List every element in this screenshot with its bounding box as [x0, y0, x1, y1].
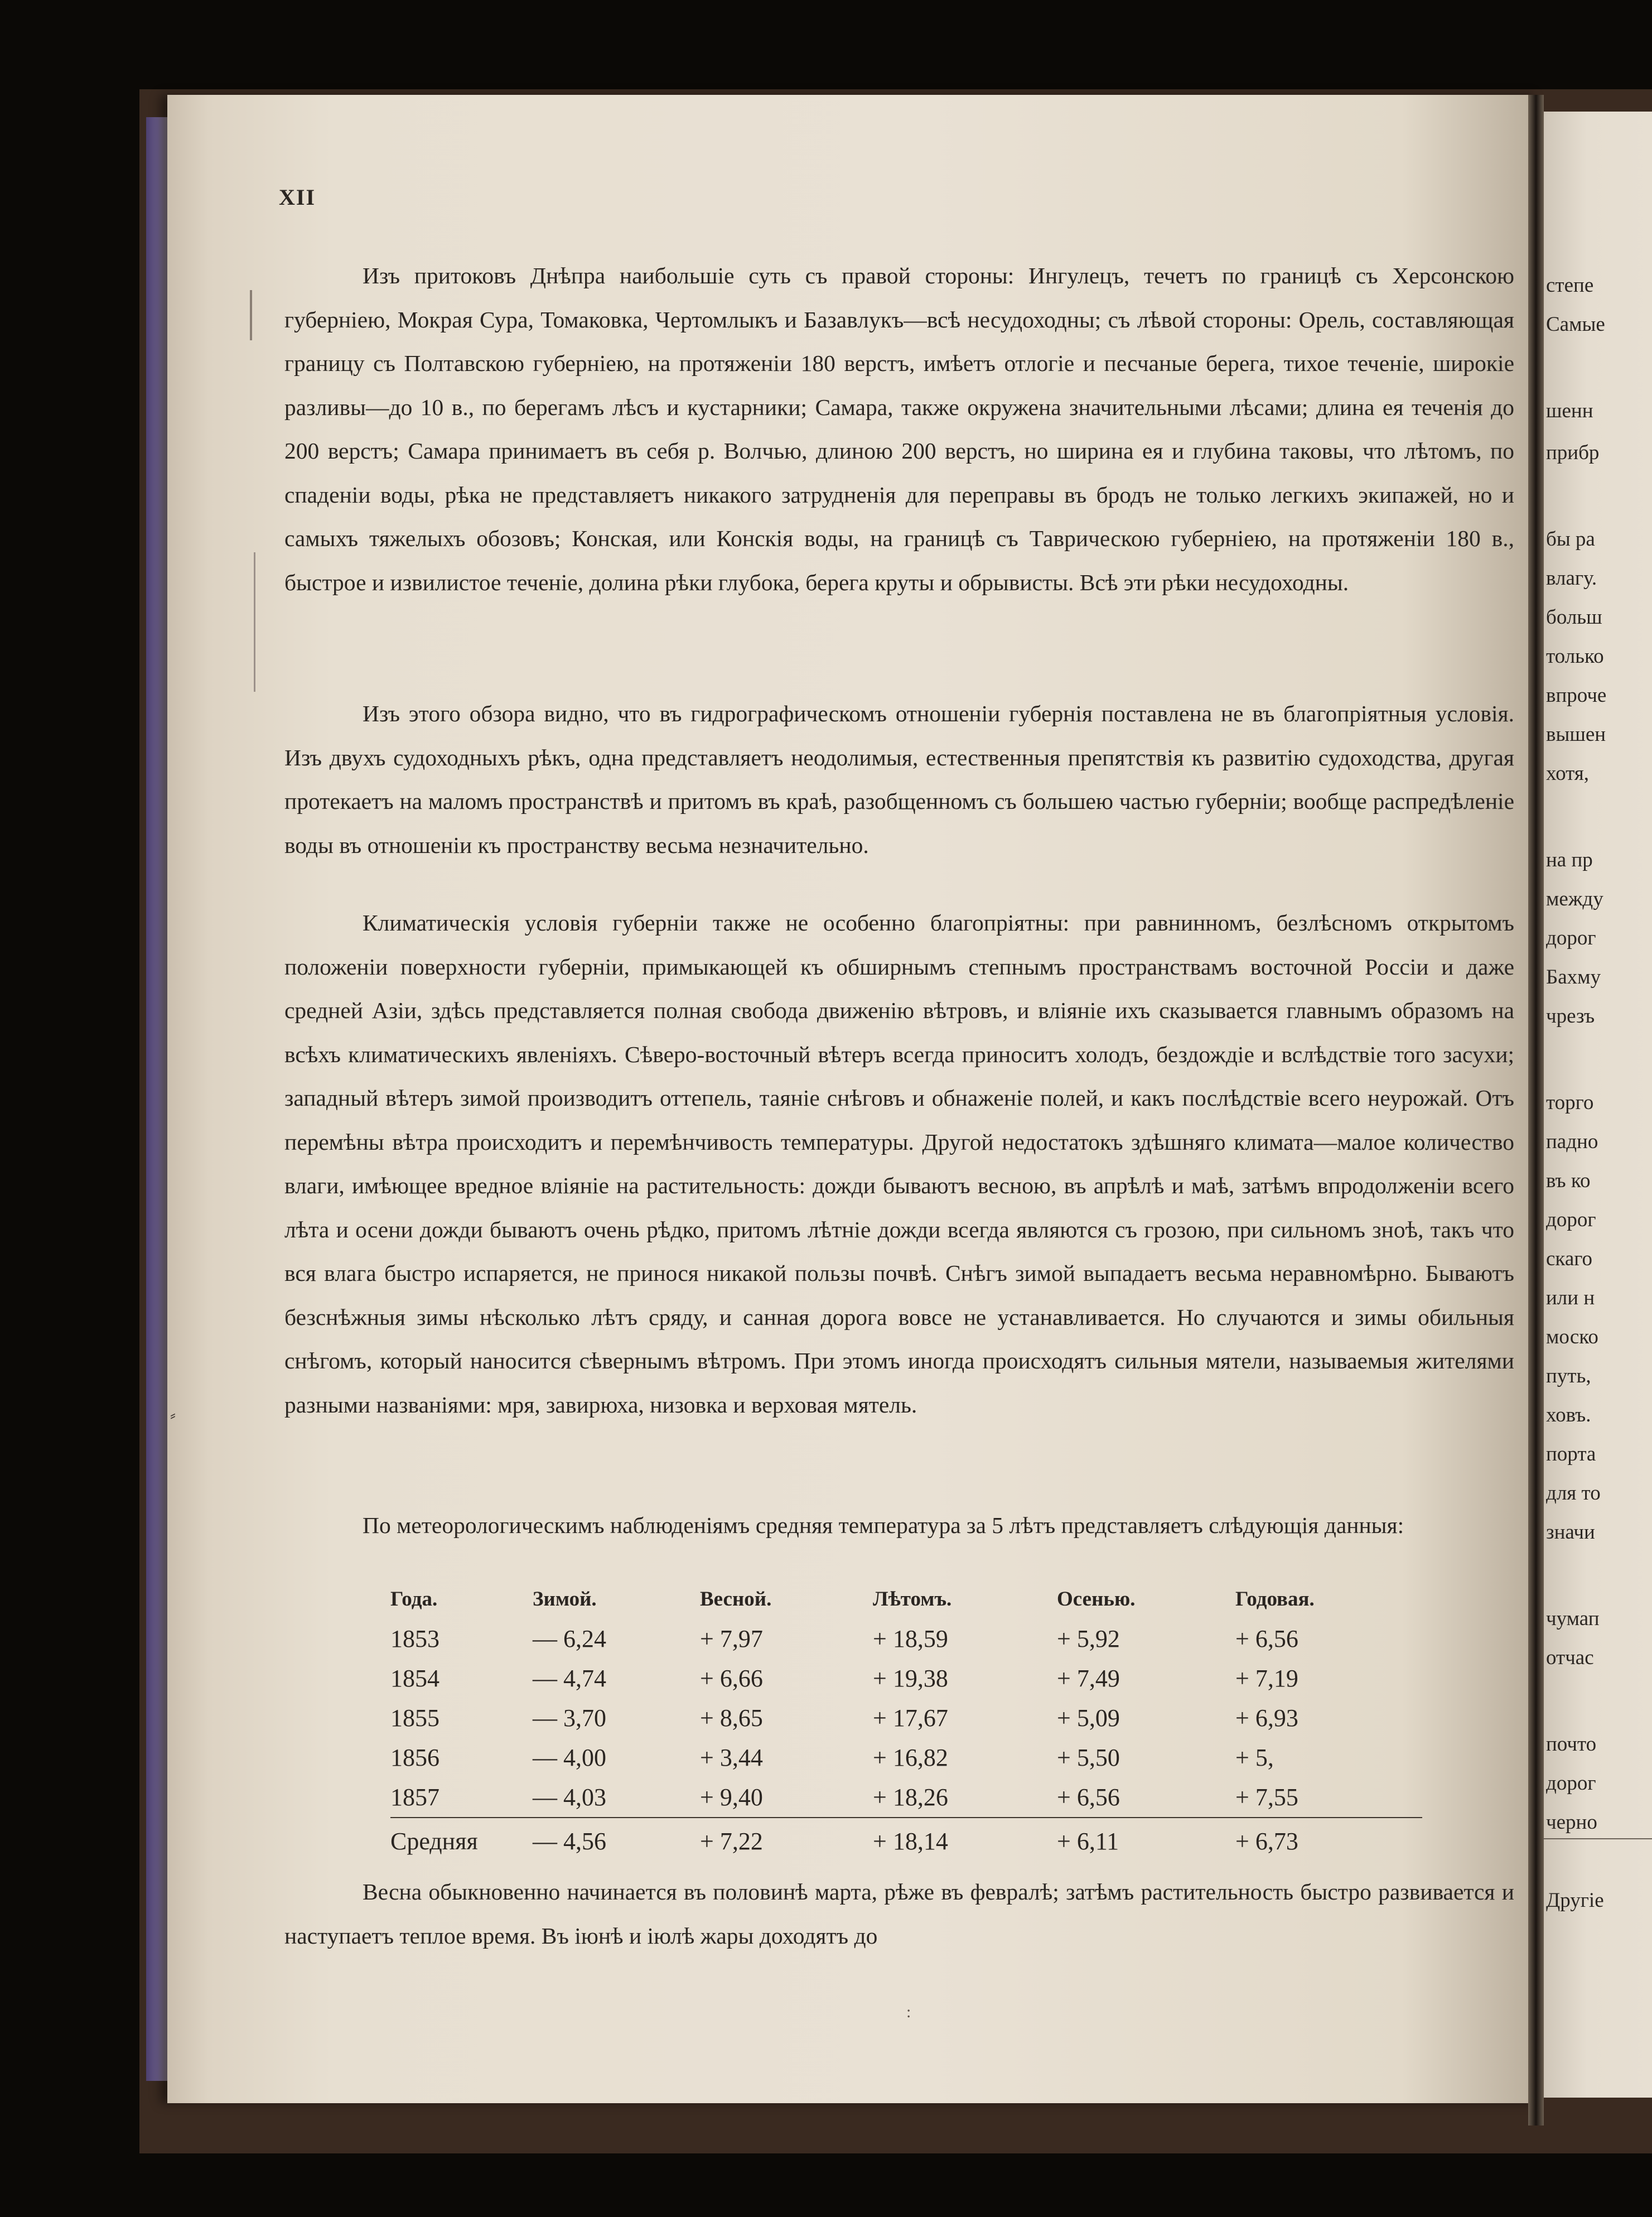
right-page-line: чумап [1546, 1607, 1600, 1630]
table-cell: + 5,50 [1057, 1744, 1120, 1771]
table-cell: + 7,55 [1235, 1784, 1298, 1811]
paragraph: Изъ этого обзора видно, что въ гидрографическомъ отношеніи губернія поставлена не въ благопріятныя условія. Изъ двухъ судоходныхъ рѣкъ, одна представляетъ неодолимыя, естественныя препятствія къ развитію судоходства, другая протекаетъ на маломъ пространствѣ и притомъ въ краѣ, разобщенномъ съ большею частью губерніи; вообще распредѣленіе воды въ отношеніи къ пространству весьма незначительно. [284, 701, 1514, 858]
margin-ink-mark: ⸗ [170, 1406, 176, 1424]
table-header: Лѣтомъ. [873, 1588, 952, 1611]
right-page-line: прибр [1546, 441, 1600, 464]
table-header-row [390, 1587, 1422, 1619]
table-cell: + 9,40 [700, 1784, 763, 1811]
right-page-line: скаго [1546, 1247, 1593, 1270]
right-page-line: влагу. [1546, 567, 1597, 590]
right-page-line: моско [1546, 1326, 1598, 1348]
right-page-line: путь, [1546, 1365, 1591, 1387]
right-page-line: въ ко [1546, 1169, 1591, 1192]
table-row [390, 1777, 1422, 1818]
table-cell: 1855 [390, 1704, 439, 1732]
table-cell: — 6,24 [533, 1625, 606, 1652]
table-cell: + 5, [1235, 1744, 1274, 1771]
right-page-line: порта [1546, 1443, 1596, 1466]
right-page-line: бы ра [1546, 528, 1595, 551]
table-cell: + 7,97 [700, 1625, 763, 1652]
table-cell: + 6,56 [1057, 1784, 1120, 1811]
table-cell: — 4,74 [533, 1665, 606, 1692]
table-cell: + 5,92 [1057, 1625, 1120, 1652]
right-page-line: для то [1546, 1482, 1601, 1505]
page-number: XII [279, 185, 316, 210]
right-page-line: значи [1546, 1521, 1595, 1544]
table-header: Зимой. [533, 1588, 597, 1611]
right-page-line: дорог [1546, 927, 1596, 950]
right-page [1544, 112, 1652, 2098]
table-cell: + 18,14 [873, 1818, 1057, 1861]
table-cell: + 6,93 [1235, 1704, 1298, 1732]
margin-pencil-mark [250, 290, 252, 340]
table-row [390, 1659, 1422, 1698]
right-page-line: торго [1546, 1091, 1594, 1114]
table-cell: — 4,00 [533, 1744, 606, 1771]
table-row [390, 1619, 1422, 1659]
right-page-line: почто [1546, 1733, 1597, 1756]
table-cell: + 3,44 [700, 1744, 763, 1771]
table-cell: + 19,38 [873, 1665, 948, 1692]
right-page-line: шенн [1546, 399, 1593, 422]
margin-pencil-mark [254, 552, 255, 692]
right-page-line: хотя, [1546, 762, 1590, 785]
table-header: Осенью. [1057, 1588, 1136, 1611]
table-header: Годовая. [1235, 1588, 1315, 1611]
table-row [390, 1738, 1422, 1777]
right-page-line: Самые [1546, 313, 1605, 336]
table-cell: + 8,65 [700, 1704, 763, 1732]
right-page-line: на пр [1546, 849, 1593, 871]
paragraph: Изъ притоковъ Днѣпра наибольшіе суть съ правой стороны: Ингулецъ, течетъ по границѣ съ Херсонскою губерніею, Мокрая Сура, Томаковка, Чертомлыкъ и Базавлукъ—всѣ несудоходны; съ лѣвой стороны: Орель, составляющая границу съ Полтавскою губерніею, на протяженіи 180 верстъ, имѣетъ отлогіе и песчаные берега, тихое теченіе, широкіе разливы—до 10 в., по берегамъ лѣсъ и кустарники; Самара, также окружена значительными лѣсами; длина ея теченія до 200 верстъ; Самара принимаетъ въ себя р. Волчью, длиною 200 верстъ, но ширина ея и глубина таковы, что лѣтомъ, по спаденіи воды, рѣка не представляетъ никакого затрудненія для переправы въ бродъ не только легкихъ экипажей, но и самыхъ тяжелыхъ обозовъ; Конская, или Конскія воды, на границѣ съ Таврическою губерніею, на протяженіи 180 в., быстрое и извилистое теченіе, долина рѣки глубока, берега круты и обрывисты. Всѣ эти рѣки несудоходны. [284, 263, 1514, 595]
table-cell: + 7,49 [1057, 1665, 1120, 1692]
right-page-line: вышен [1546, 723, 1606, 746]
table-cell: + 6,73 [1235, 1818, 1422, 1861]
footnote-rule [1544, 1838, 1652, 1839]
right-page-line: Другіе [1546, 1889, 1604, 1912]
table-cell: + 17,67 [873, 1704, 948, 1732]
table-cell: + 6,11 [1057, 1818, 1235, 1861]
right-page-line: только [1546, 645, 1604, 668]
table-header: Весной. [700, 1588, 772, 1611]
right-page-line: степе [1546, 274, 1594, 297]
table-cell: 1856 [390, 1744, 439, 1771]
table-header: Года. [390, 1588, 438, 1611]
table-cell: — 3,70 [533, 1704, 606, 1732]
table-cell: 1857 [390, 1784, 439, 1811]
right-page-line: больш [1546, 606, 1602, 629]
table-cell: + 7,22 [700, 1818, 873, 1861]
right-page-line: или н [1546, 1286, 1595, 1309]
table-average-row [390, 1818, 1422, 1861]
table-cell: Средняя [390, 1818, 533, 1861]
temperature-table [390, 1587, 1422, 1861]
table-cell: + 18,59 [873, 1625, 948, 1652]
page-mark: : [906, 2003, 911, 2021]
right-page-line: Бахму [1546, 966, 1601, 989]
paragraph: Весна обыкновенно начинается въ половинѣ марта, рѣже въ февралѣ; затѣмъ растительность быстро развивается и наступаетъ теплое время. Въ іюнѣ и іюлѣ жары доходятъ до [284, 1879, 1514, 1949]
table-row [390, 1698, 1422, 1738]
book-gutter [1528, 95, 1544, 2126]
paragraph: По метеорологическимъ наблюденіямъ средняя температура за 5 лѣтъ представляетъ слѣдующія данныя: [363, 1512, 1404, 1538]
table-cell: + 6,56 [1235, 1625, 1298, 1652]
table-cell: + 16,82 [873, 1744, 948, 1771]
table-cell: + 18,26 [873, 1784, 948, 1811]
table-cell: 1853 [390, 1625, 439, 1652]
table-cell: + 6,66 [700, 1665, 763, 1692]
table-cell: + 7,19 [1235, 1665, 1298, 1692]
right-page-line: черно [1546, 1811, 1597, 1834]
table-cell: + 5,09 [1057, 1704, 1120, 1732]
right-page-line: между [1546, 888, 1603, 910]
table-cell: — 4,56 [533, 1818, 700, 1861]
table-cell: 1854 [390, 1665, 439, 1692]
right-page-line: дорог [1546, 1208, 1596, 1231]
right-page-line: отчас [1546, 1646, 1594, 1669]
right-page-line: ховъ. [1546, 1404, 1591, 1426]
paragraph: Климатическія условія губерніи также не особенно благопріятны: при равнинномъ, безлѣсномъ открытомъ положеніи поверхности губерніи, примыкающей къ обширнымъ степнымъ пространствамъ восточной Россіи и даже средней Азіи, здѣсь представляется полная свобода движенію вѣтровъ, и вліяніе ихъ сказывается главнымъ образомъ на всѣхъ климатическихъ явленіяхъ. Сѣверо-восточный вѣтеръ всегда приноситъ холодъ, бездождіе и вслѣдствіе того засухи; западный вѣтеръ зимой производитъ оттепель, таяніе снѣговъ и обнаженіе полей, и какъ послѣдствіе всего неурожай. Отъ перемѣны вѣтра происходитъ и перемѣнчивость температуры. Другой недостатокъ здѣшняго климата—малое количество влаги, имѣющее вредное вліяніе на растительность: дожди бываютъ весною, въ апрѣлѣ и маѣ, затѣмъ впродолженіи всего лѣта и осени дожди бываютъ очень рѣдко, притомъ лѣтніе дожди всегда являются съ грозою, при сильномъ зноѣ, такъ что вся влага быстро испаряется, не принося никакой пользы почвѣ. Снѣгъ зимой выпадаетъ весьма неравномѣрно. Бываютъ безснѣжныя зимы нѣсколько лѣтъ сряду, и санная дорога вовсе не устанавливается. Но случаются и зимы обильныя снѣгомъ, который наносится сѣвернымъ вѣтромъ. При этомъ иногда происходятъ сильныя мятели, называемыя жителями разными названіями: мря, завирюха, низовка и верховая мятель. [284, 910, 1514, 1418]
right-page-line: впроче [1546, 684, 1607, 707]
right-page-line: дорог [1546, 1772, 1596, 1795]
right-page-line: чрезъ [1546, 1005, 1595, 1028]
right-page-line: падно [1546, 1130, 1598, 1153]
table-cell: — 4,03 [533, 1784, 606, 1811]
